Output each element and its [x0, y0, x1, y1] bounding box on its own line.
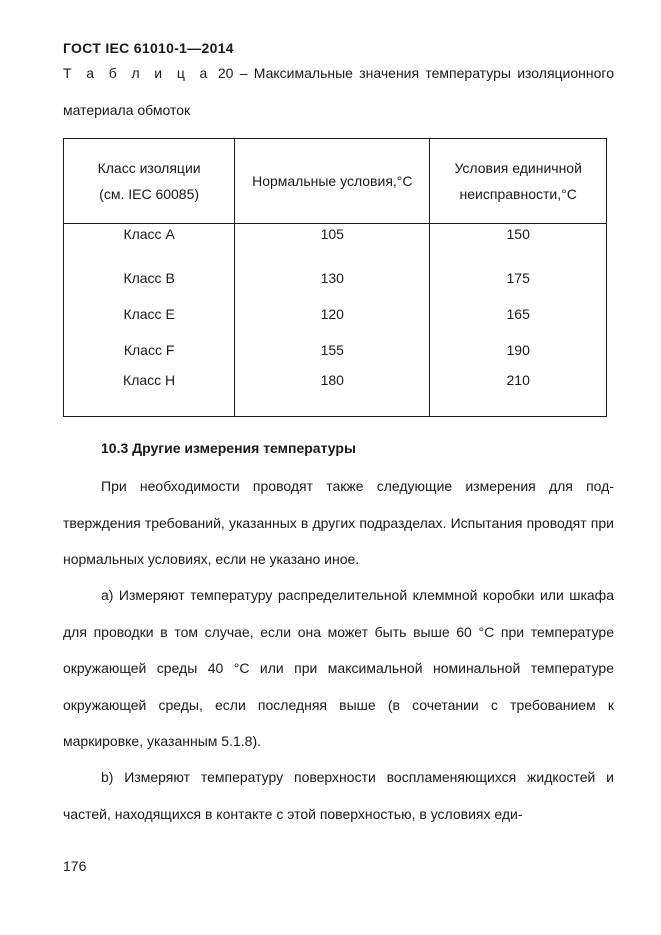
table-row — [64, 224, 607, 261]
header-insulation-class-line1: Класс изоляции — [97, 160, 201, 176]
cell-normal: 130 — [235, 260, 430, 296]
table-row — [64, 296, 607, 332]
table-row — [64, 368, 607, 417]
section-title: 10.3 Другие измерения температуры — [101, 440, 356, 456]
header-single-fault-line1: Условия единичной — [454, 160, 582, 176]
header-single-fault-line2: неисправности,°C — [459, 186, 577, 202]
cell-fault: 165 — [430, 296, 607, 332]
cell-fault: 210 — [430, 368, 607, 417]
table-row — [64, 260, 607, 296]
paragraph: b) Измеряют температуру поверхности воспламеняющихся жидкостей и частей, находящихся в контакте с этой поверхностью, в условиях еди- — [63, 769, 614, 822]
cell-class: Класс Н — [64, 368, 235, 417]
cell-normal: 155 — [235, 332, 430, 368]
temperature-table — [63, 138, 607, 417]
cell-fault: 190 — [430, 332, 607, 368]
cell-fault: 150 — [430, 224, 607, 261]
table-caption-title: – Максимальные значения температуры изоляционного — [239, 65, 614, 81]
cell-class: Класс Е — [64, 296, 235, 332]
table-row — [64, 332, 607, 368]
cell-class: Класс В — [64, 260, 235, 296]
document-header: ГОСТ IEC 61010-1—2014 — [63, 40, 234, 56]
cell-normal: 180 — [235, 368, 430, 417]
header-insulation-class-line2: (см. IEC 60085) — [99, 186, 200, 202]
header-insulation-class — [64, 139, 235, 224]
cell-fault: 175 — [430, 260, 607, 296]
table-caption-line1 — [63, 65, 614, 81]
page-number: 176 — [63, 858, 87, 874]
table-caption-line2: материала обмоток — [63, 102, 191, 118]
paragraph: a) Измеряют температуру распределительной клеммной коробки или шкафа для проводки в том случае, если она может быть выше 60 °С при температуре окружающей среды 40 °С или при максимальной номинальной температуре окружающей среды, если последняя выше (в сочетании с требованием к маркировке, указанным 5.1.8). — [63, 587, 614, 749]
table-caption-number: 20 — [217, 65, 234, 81]
paragraph: При необходимости проводят также следующие измерения для подтверждения требований, указанных в других подразделах. Испытания проводят при нормальных условиях, если не указано иное. — [63, 478, 614, 567]
header-normal-conditions: Нормальные условия,°C — [235, 139, 430, 224]
cell-class: Класс А — [64, 224, 235, 261]
cell-normal: 105 — [235, 224, 430, 261]
cell-class: Класс F — [64, 332, 235, 368]
table-caption-prefix: Т а б л и ц а — [63, 65, 212, 81]
table-header-row — [64, 139, 607, 224]
cell-normal: 120 — [235, 296, 430, 332]
header-single-fault — [430, 139, 607, 224]
